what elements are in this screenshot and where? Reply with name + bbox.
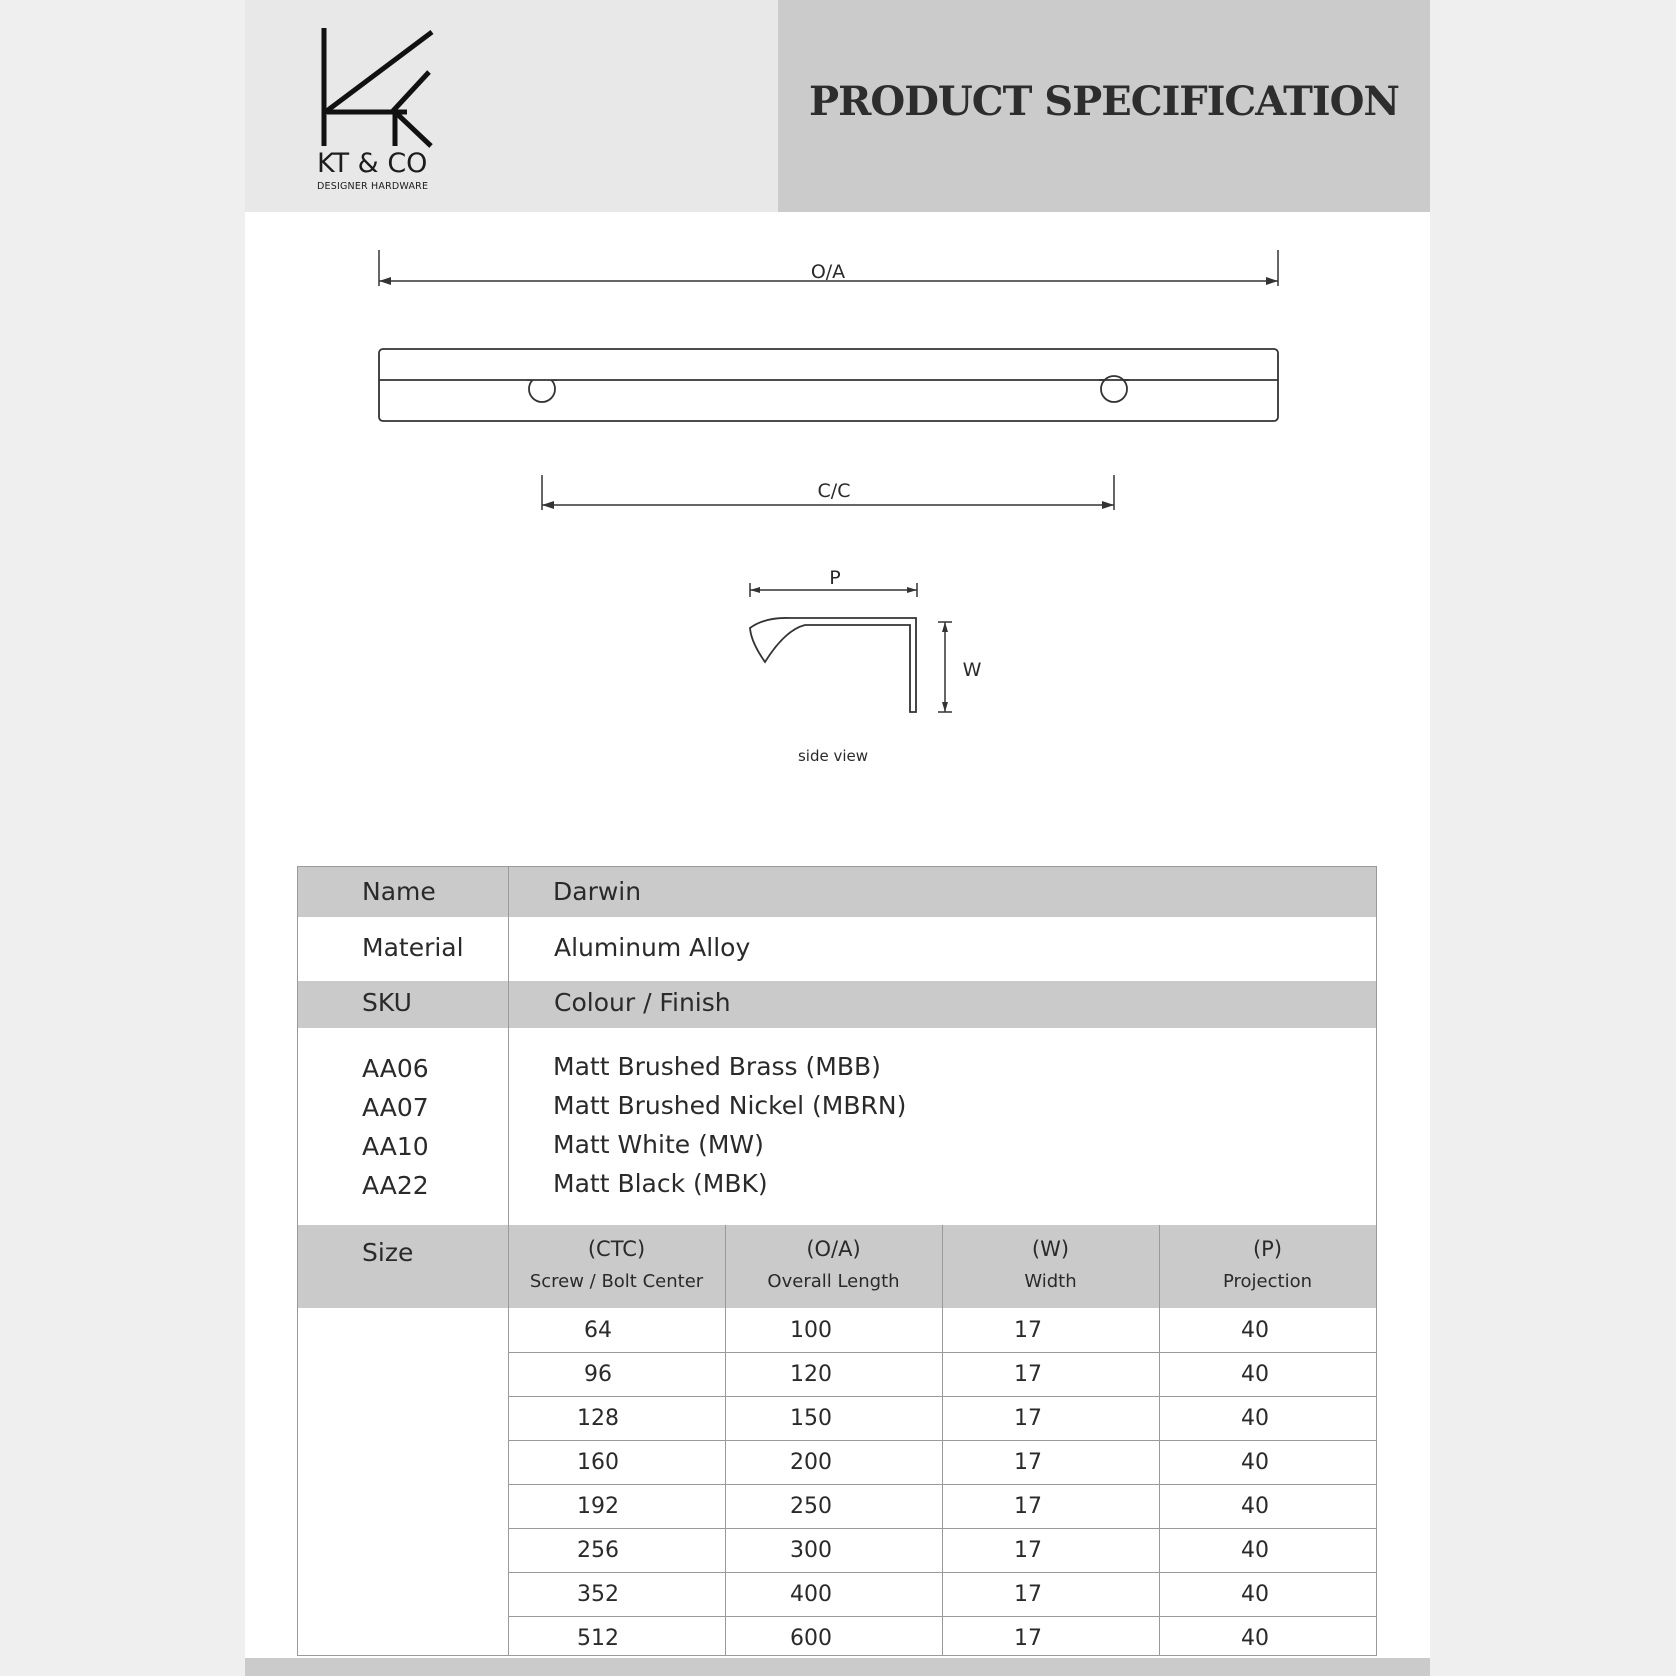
size-cell: 17 xyxy=(1014,1318,1042,1343)
size-cell: 160 xyxy=(577,1450,619,1475)
projection-label: P xyxy=(829,567,841,589)
size-cell: 17 xyxy=(1014,1626,1042,1651)
name-label: Name xyxy=(362,877,436,906)
size-cell: 100 xyxy=(790,1318,832,1343)
technical-drawing xyxy=(245,212,1430,772)
footer-bar xyxy=(245,1658,1430,1676)
size-cell: 40 xyxy=(1241,1406,1269,1431)
page-title: PRODUCT SPECIFICATION xyxy=(809,78,1399,125)
size-cell: 400 xyxy=(790,1582,832,1607)
size-cell: 128 xyxy=(577,1406,619,1431)
size-cell: 40 xyxy=(1241,1362,1269,1387)
column-header-width: (W) Width xyxy=(1024,1237,1077,1292)
spec-sheet xyxy=(245,0,1430,1676)
size-cell: 192 xyxy=(577,1494,619,1519)
material-value: Aluminum Alloy xyxy=(554,933,751,962)
finish-item: Matt Brushed Brass (MBB) xyxy=(553,1052,881,1081)
column-header-oa: (O/A) Overall Length xyxy=(767,1237,900,1292)
title-panel xyxy=(778,0,1430,212)
brand-name: KT & CO xyxy=(317,148,428,179)
size-cell: 17 xyxy=(1014,1582,1042,1607)
size-cell: 17 xyxy=(1014,1494,1042,1519)
size-cell: 64 xyxy=(584,1318,612,1343)
sku-label: SKU xyxy=(362,988,412,1017)
size-cell: 600 xyxy=(790,1626,832,1651)
size-cell: 40 xyxy=(1241,1318,1269,1343)
column-header-ctc: (CTC) Screw / Bolt Center xyxy=(529,1237,704,1292)
sku-item: AA10 xyxy=(362,1132,429,1161)
size-cell: 256 xyxy=(577,1538,619,1563)
size-cell: 17 xyxy=(1014,1450,1042,1475)
name-row xyxy=(298,867,1376,917)
size-cell: 40 xyxy=(1241,1626,1269,1651)
brand-panel xyxy=(245,0,778,212)
overall-label: O/A xyxy=(810,261,846,283)
size-cell: 40 xyxy=(1241,1450,1269,1475)
finish-list xyxy=(553,1047,906,1203)
material-label: Material xyxy=(362,933,464,962)
size-cell: 120 xyxy=(790,1362,832,1387)
brand-tagline: DESIGNER HARDWARE xyxy=(317,181,429,192)
handle-front-view xyxy=(379,349,1278,421)
center-label: C/C xyxy=(817,480,851,502)
size-cell: 17 xyxy=(1014,1538,1042,1563)
handle-side-view xyxy=(750,567,982,765)
finish-item: Matt Black (MBK) xyxy=(553,1169,768,1198)
size-cell: 200 xyxy=(790,1450,832,1475)
sku-item: AA22 xyxy=(362,1171,429,1200)
spec-table xyxy=(297,866,1377,1656)
name-value: Darwin xyxy=(553,877,642,906)
column-header-projection: (P) Projection xyxy=(1222,1237,1312,1292)
size-label: Size xyxy=(362,1238,414,1267)
size-cell: 150 xyxy=(790,1406,832,1431)
finish-item: Matt Brushed Nickel (MBRN) xyxy=(553,1091,907,1120)
center-distance-dimension xyxy=(542,475,1114,510)
size-cell: 17 xyxy=(1014,1406,1042,1431)
size-cell: 250 xyxy=(790,1494,832,1519)
size-cell: 300 xyxy=(790,1538,832,1563)
sku-item: AA07 xyxy=(362,1093,429,1122)
side-view-label: side view xyxy=(797,747,869,765)
sku-item: AA06 xyxy=(362,1054,429,1083)
size-cell: 352 xyxy=(577,1582,619,1607)
size-cell: 40 xyxy=(1241,1538,1269,1563)
finish-label: Colour / Finish xyxy=(554,988,731,1017)
size-cell: 512 xyxy=(577,1626,619,1651)
sku-list xyxy=(362,1049,429,1205)
size-cell: 40 xyxy=(1241,1582,1269,1607)
size-cell: 40 xyxy=(1241,1494,1269,1519)
kt-logo-icon xyxy=(317,26,437,148)
finish-item: Matt White (MW) xyxy=(553,1130,764,1159)
width-label: W xyxy=(962,659,982,681)
size-cell: 96 xyxy=(584,1362,612,1387)
overall-length-dimension xyxy=(379,250,1278,286)
sku-header-row xyxy=(298,981,1376,1028)
size-cell: 17 xyxy=(1014,1362,1042,1387)
